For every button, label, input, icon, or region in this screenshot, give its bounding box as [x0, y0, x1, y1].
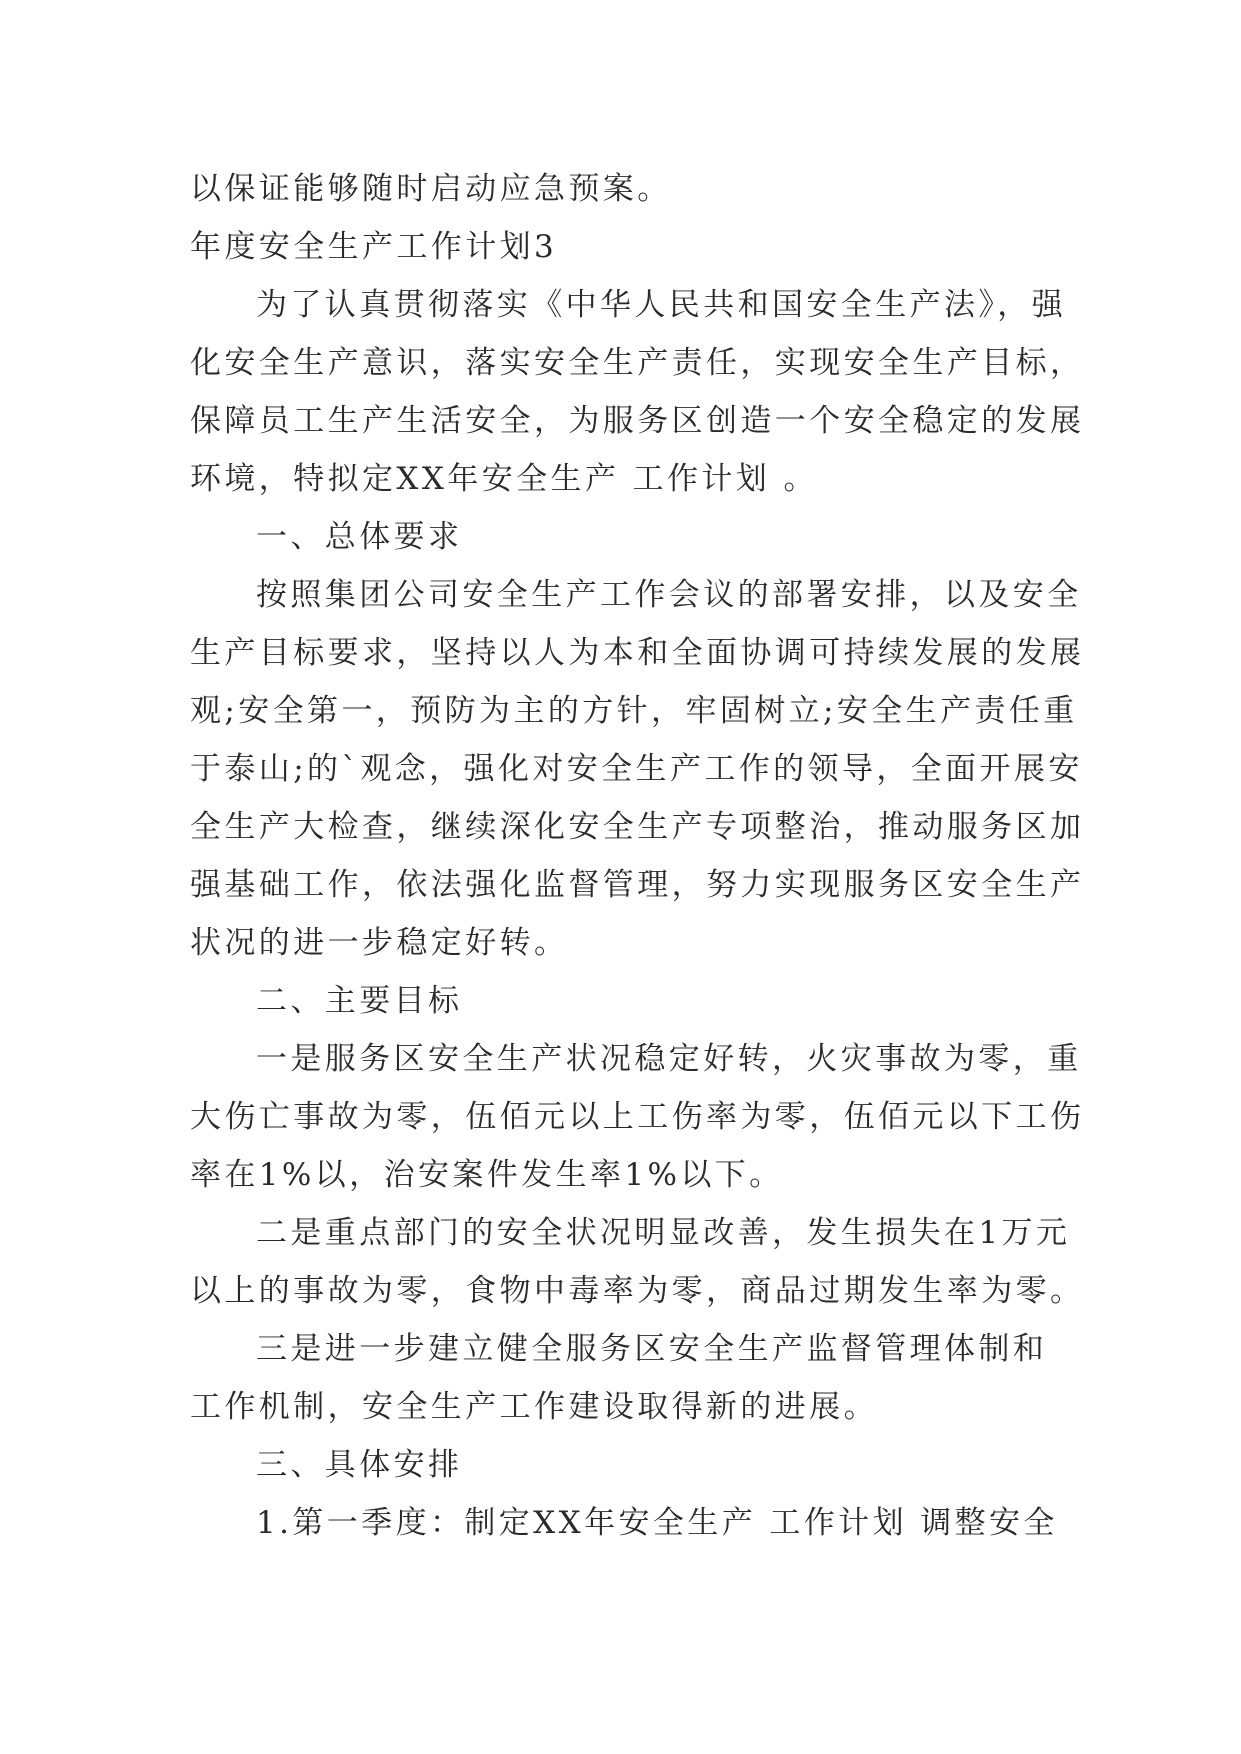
paragraph-line: 大伤亡事故为零，伍佰元以上工伤率为零，伍佰元以下工伤: [190, 1099, 1085, 1135]
paragraph-line: 以上的事故为零，食物中毒率为零，商品过期发生率为零。: [190, 1273, 1085, 1309]
paragraph-line: 观;安全第一，预防为主的方针，牢固树立;安全生产责任重: [190, 693, 1078, 729]
paragraph-line: 按照集团公司安全生产工作会议的部署安排，以及安全: [256, 577, 1082, 613]
paragraph-line: 1.第一季度：制定XX年安全生产 工作计划 调整安全: [256, 1505, 1058, 1541]
paragraph-line: 一是服务区安全生产状况稳定好转，火灾事故为零，重: [256, 1041, 1082, 1077]
paragraph-line: 保障员工生产生活安全，为服务区创造一个安全稳定的发展: [190, 403, 1085, 439]
paragraph-line: 化安全生产意识，落实安全生产责任，实现安全生产目标，: [190, 345, 1085, 381]
paragraph-line: 工作机制，安全生产工作建设取得新的进展。: [190, 1389, 878, 1425]
section-heading: 一、总体要求: [256, 519, 463, 555]
paragraph-line: 于泰山;的`观念，强化对安全生产工作的领导，全面开展安: [190, 751, 1083, 787]
section-title: 年度安全生产工作计划3: [190, 229, 558, 265]
paragraph-line: 二是重点部门的安全状况明显改善，发生损失在1万元: [256, 1215, 1071, 1251]
paragraph-line: 生产目标要求，坚持以人为本和全面协调可持续发展的发展: [190, 635, 1085, 671]
paragraph-line: 为了认真贯彻落实《中华人民共和国安全生产法》，强: [256, 287, 1067, 323]
paragraph-line: 强基础工作，依法强化监督管理，努力实现服务区安全生产: [190, 867, 1085, 903]
paragraph-line: 以保证能够随时启动应急预案。: [190, 171, 672, 207]
paragraph-line: 三是进一步建立健全服务区安全生产监督管理体制和: [256, 1331, 1048, 1367]
paragraph-line: 环境，特拟定XX年安全生产 工作计划 。: [190, 461, 818, 497]
paragraph-line: 状况的进一步稳定好转。: [190, 925, 569, 961]
section-heading: 三、具体安排: [256, 1447, 463, 1483]
section-heading: 二、主要目标: [256, 983, 463, 1019]
document-body: [190, 160, 1085, 1552]
paragraph-line: 率在1%以，治安案件发生率1%以下。: [190, 1157, 784, 1193]
paragraph-line: 全生产大检查，继续深化安全生产专项整治，推动服务区加: [190, 809, 1085, 845]
